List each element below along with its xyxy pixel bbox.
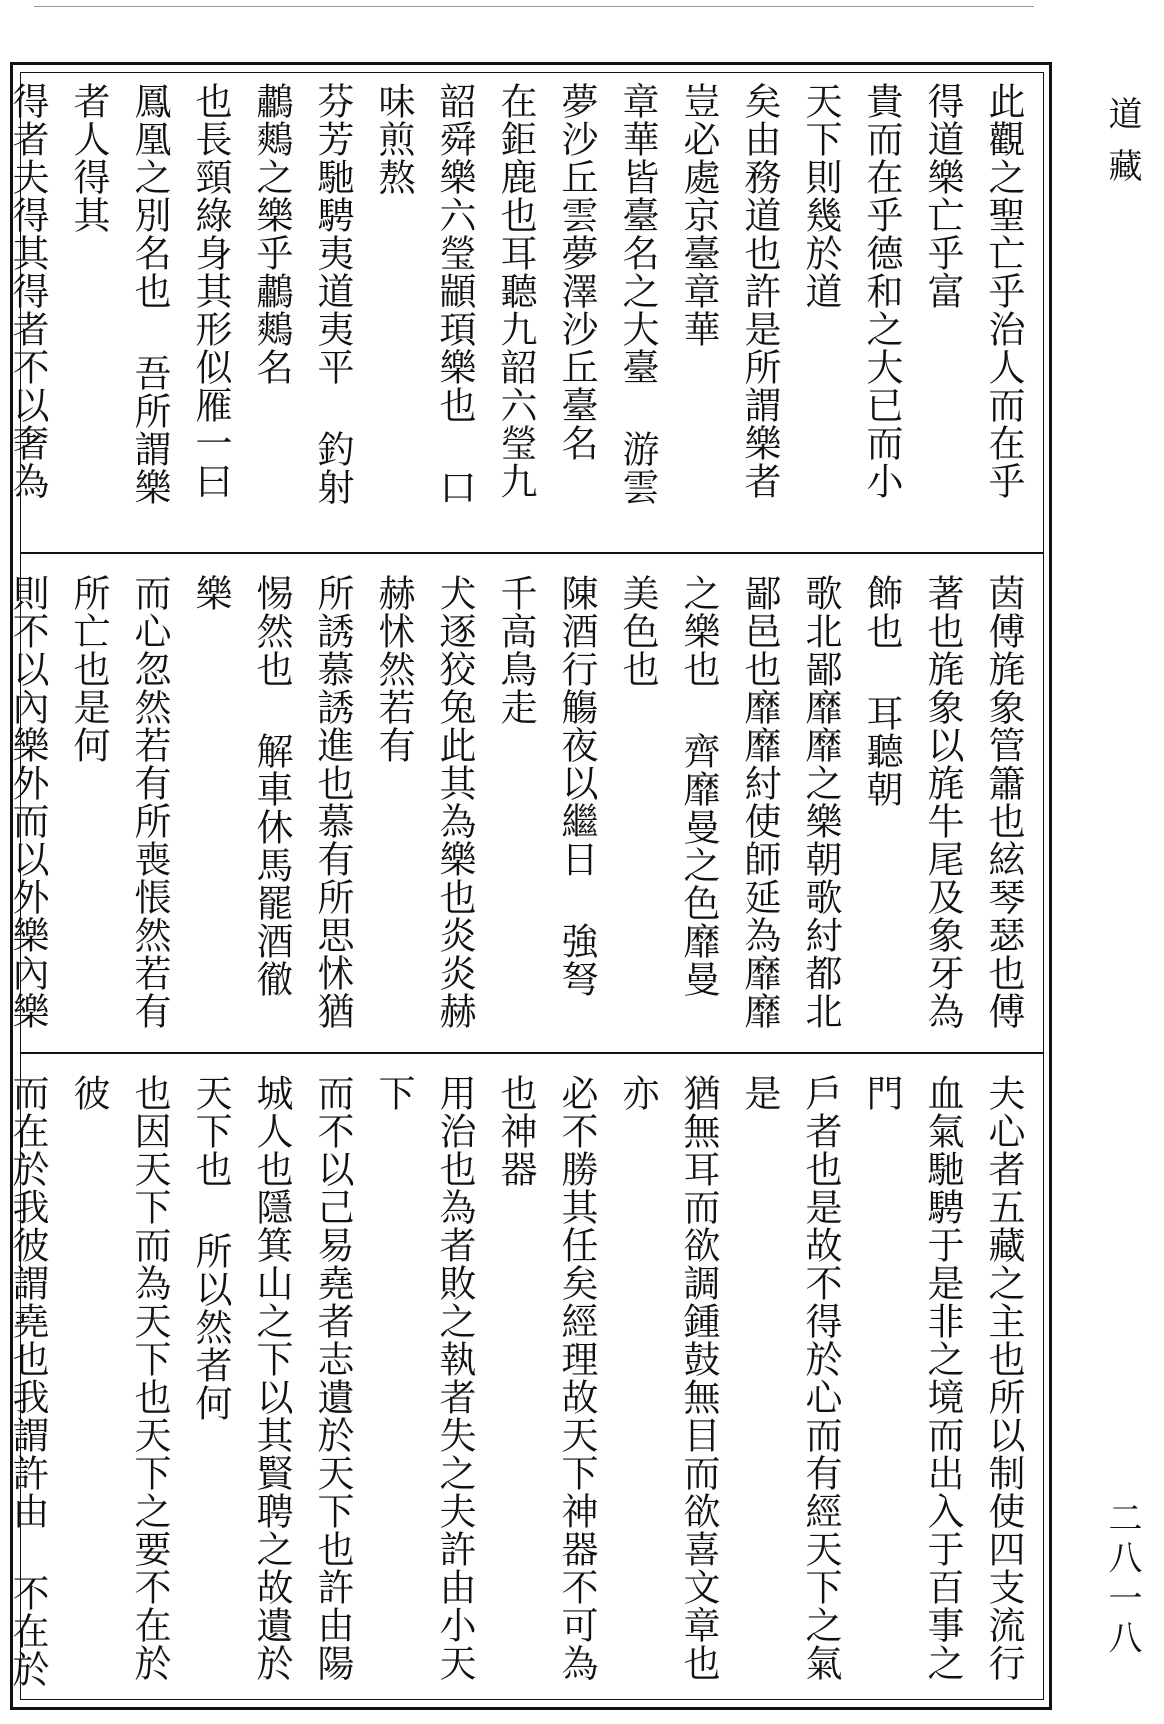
text-panel-bottom [6, 1074, 1034, 1690]
text-line: 則不以內樂外而以外樂內樂 [6, 574, 49, 1030]
text-line: 猶無耳而欲調鍾鼓無目而欲喜文章也亦 [616, 1074, 720, 1682]
text-panel-top [6, 82, 1034, 534]
text-line: 而在於我彼謂堯也我謂許由 不在於 [6, 1074, 49, 1688]
panel-divider [20, 552, 1044, 554]
page-number: 二八一八 [1102, 1500, 1142, 1660]
text-line: 也因天下而為天下也天下之要不在於彼 [67, 1074, 171, 1682]
text-line: 此觀之聖亡乎治人而在乎得道樂亡乎富 [921, 82, 1025, 500]
text-line: 所誘慕誘進也慕有所思怵猶惕然也 解車休馬罷酒徹樂 [189, 574, 354, 1030]
text-panel-middle [6, 574, 1034, 1030]
text-line: 夫心者五藏之主也所以制使四支流行 [982, 1074, 1025, 1682]
text-line: 在鉅鹿也耳聽九韶六瑩九韶舜樂六瑩顓頊樂也 口味煎熬 [372, 82, 537, 506]
text-line: 矣由務道也許是所謂樂者豈必處京臺章華 [677, 82, 781, 500]
text-line: 戶者也是故不得於心而有經天下之氣是 [738, 1074, 842, 1682]
text-line: 陳酒行觴夜以繼日 強弩千高鳥走 [494, 574, 598, 998]
text-line: 章華皆臺名之大臺 游雲夢沙丘雲夢澤沙丘臺名 [555, 82, 659, 506]
text-line: 而心忽然若有所喪悵然若有所亡也是何 [67, 574, 171, 1030]
text-line: 茵傅旄象管簫也絃琴瑟也傅著也旄象以旄牛尾及象牙為飾也 耳聽朝 [860, 574, 1025, 1030]
book-title: 道藏 [1102, 96, 1142, 200]
panel-divider [20, 1052, 1044, 1054]
text-line: 犬逐狡兔此其為樂也炎炎赫赫怵然若有 [372, 574, 476, 1030]
top-edge-line [34, 6, 1034, 13]
text-line: 血氣馳騁于是非之境而出入于百事之門 [860, 1074, 964, 1682]
text-line: 得者夫得其得者不以奢為 [6, 82, 49, 500]
text-line: 芬芳馳騁夷道夷平 釣射鷫鷞之樂乎鷫鷞名 [250, 82, 354, 506]
text-line: 貴而在乎德和之大已而小天下則幾於道 [799, 82, 903, 500]
text-line: 也長頸綠身其形似雁一曰鳳凰之別名也 吾所謂樂者人得其 [67, 82, 232, 506]
text-line: 而不以己易堯者志遺於天下也許由陽城人也隱箕山之下以其賢聘之故遺於天下也 所以然者何 [189, 1074, 354, 1682]
text-line: 歌北鄙靡靡之樂朝歌紂都北鄙邑也靡靡紂使師延為靡靡之樂也 齊靡曼之色靡曼美色也 [616, 574, 842, 1030]
text-line: 用治也為者敗之執者失之夫許由小天下 [372, 1074, 476, 1682]
text-line: 必不勝其任矣經理故天下神器不可為也神器 [494, 1074, 598, 1682]
